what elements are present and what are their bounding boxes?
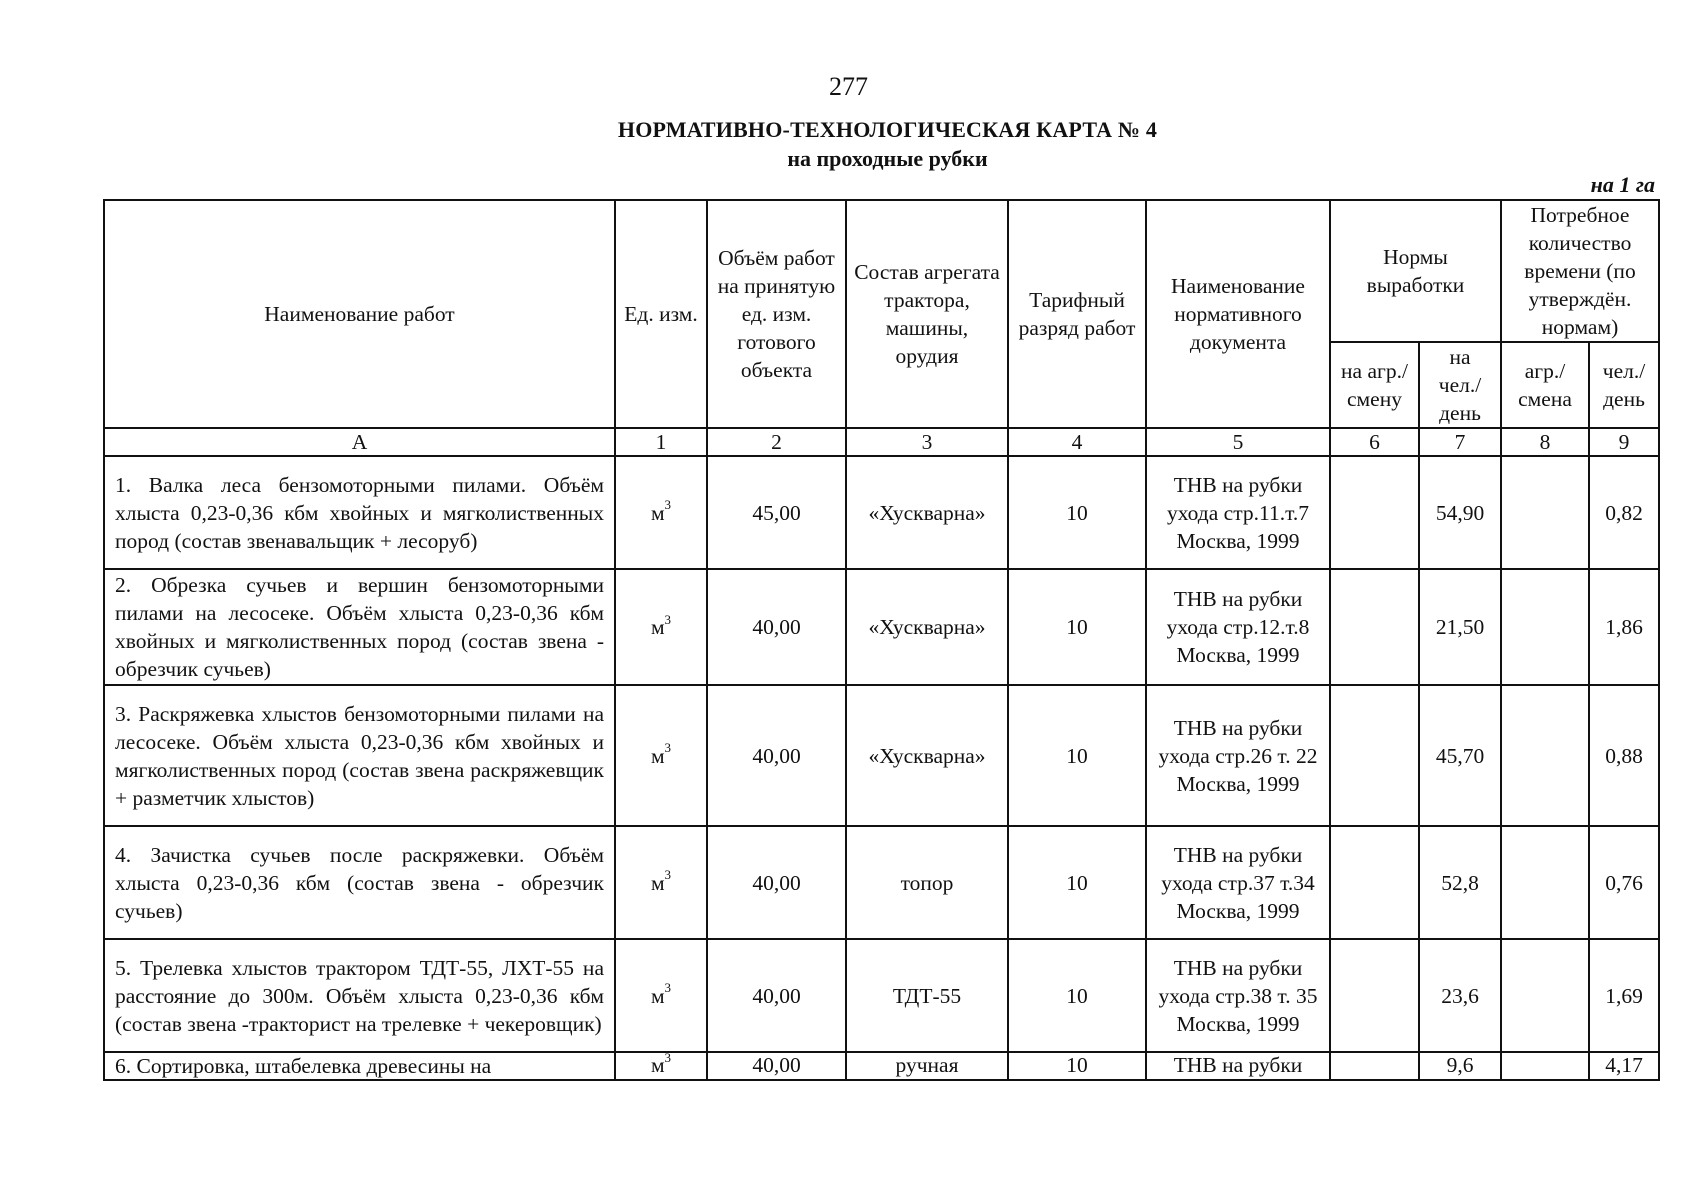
volume-cell: 40,00 [707,939,846,1052]
header-norms-person: на чел./ день [1419,342,1501,428]
column-index: 1 [615,428,707,456]
document-subtitle: на проходные рубки [787,146,988,171]
unit-cell [615,939,707,1052]
norm-agg-cell [1330,685,1419,826]
unit-exponent: 3 [664,867,672,883]
unit-exponent: 3 [664,611,672,627]
time-agg-cell [1501,939,1589,1052]
unit-base: м [650,1053,665,1077]
time-agg-cell [1501,685,1589,826]
unit-base: м [650,743,665,768]
column-index: 7 [1419,428,1501,456]
grade-cell: 10 [1008,1052,1146,1080]
norm-agg-cell [1330,826,1419,939]
unit-exponent: 3 [664,497,672,513]
header-volume: Объём работ на принятую ед. изм. готового объекта [707,200,846,428]
column-index: 8 [1501,428,1589,456]
grade-cell: 10 [1008,939,1146,1052]
norm-agg-cell [1330,1052,1419,1080]
header-time-agg: агр./ смена [1501,342,1589,428]
time-agg-cell [1501,1052,1589,1080]
page-number: 277 [829,72,868,101]
composition-cell: топор [846,826,1008,939]
document-cell: ТНВ на рубки ухода стр.11.т.7 Москва, 1999 [1146,456,1330,569]
composition-cell: «Хускварна» [846,569,1008,685]
work-name-cell: 5. Трелевка хлыстов трактором ТДТ-55, ЛХТ-55 на расстояние до 300м. Объём хлыста 0,23-0,36 кбм (состав звена -тракторист на трелевке + чекеровщик) [104,939,615,1052]
document-title: НОРМАТИВНО-ТЕХНОЛОГИЧЕСКАЯ КАРТА № 4 [617,117,1158,142]
column-index: 5 [1146,428,1330,456]
time-agg-cell [1501,569,1589,685]
time-person-cell: 0,82 [1589,456,1659,569]
grade-cell: 10 [1008,569,1146,685]
document-cell: ТНВ на рубки [1146,1052,1330,1080]
unit-base: м [650,870,665,895]
unit-base: м [650,615,665,639]
work-name-cell: 6. Сортировка, штабелевка древесины на [104,1052,615,1080]
document-cell: ТНВ на рубки ухода стр.26 т. 22 Москва, 1999 [1146,685,1330,826]
norm-agg-cell [1330,569,1419,685]
unit-cell [615,1052,707,1080]
unit-base: м [650,500,665,525]
composition-cell: «Хускварна» [846,456,1008,569]
unit-cell [615,826,707,939]
header-unit: Ед. изм. [615,200,707,428]
norms-table [103,199,1660,1081]
volume-cell: 40,00 [707,826,846,939]
grade-cell: 10 [1008,685,1146,826]
volume-cell: 45,00 [707,456,846,569]
grade-cell: 10 [1008,826,1146,939]
volume-cell: 40,00 [707,685,846,826]
composition-cell: ручная [846,1052,1008,1080]
column-index: 6 [1330,428,1419,456]
norm-person-cell: 52,8 [1419,826,1501,939]
unit-exponent: 3 [664,740,672,756]
document-cell: ТНВ на рубки ухода стр.38 т. 35 Москва, 1999 [1146,939,1330,1052]
volume-cell: 40,00 [707,569,846,685]
document-cell: ТНВ на рубки ухода стр.37 т.34 Москва, 1999 [1146,826,1330,939]
table-row [104,939,1659,1052]
time-person-cell: 0,76 [1589,826,1659,939]
header-time-person: чел./ день [1589,342,1659,428]
composition-cell: ТДТ-55 [846,939,1008,1052]
time-person-cell: 1,69 [1589,939,1659,1052]
header-norms: Нормы выработки [1330,200,1501,342]
column-index-row [104,428,1659,456]
table-row [104,685,1659,826]
grade-cell: 10 [1008,456,1146,569]
unit-cell [615,456,707,569]
header-time: Потребное количество времени (по утверждён. нормам) [1501,200,1659,342]
unit-exponent: 3 [664,1052,672,1065]
norm-agg-cell [1330,939,1419,1052]
work-name-cell: 4. Зачистка сучьев после раскряжевки. Объём хлыста 0,23-0,36 кбм (состав звена - обрезчик сучьев) [104,826,615,939]
header-composition: Состав агрегата трактора, машины, орудия [846,200,1008,428]
unit-cell [615,569,707,685]
norm-agg-cell [1330,456,1419,569]
work-name-cell: 3. Раскряжевка хлыстов бензомоторными пилами на лесосеке. Объём хлыста 0,23-0,36 кбм хвойных и мягколиственных пород (состав звена раскряжевщик + разметчик хлыстов) [104,685,615,826]
column-index: 9 [1589,428,1659,456]
header-work-name: Наименование работ [104,200,615,428]
norm-person-cell: 23,6 [1419,939,1501,1052]
norm-person-cell: 54,90 [1419,456,1501,569]
table-row [104,826,1659,939]
time-person-cell: 0,88 [1589,685,1659,826]
column-index: 4 [1008,428,1146,456]
time-agg-cell [1501,456,1589,569]
work-name-cell: 2. Обрезка сучьев и вершин бензомоторными пилами на лесосеке. Объём хлыста 0,23-0,36 кбм хвойных и мягколиственных пород (состав звена - обрезчик сучьев) [104,569,615,685]
header-norms-agg: на агр./ смену [1330,342,1419,428]
norm-person-cell: 21,50 [1419,569,1501,685]
time-person-cell: 4,17 [1589,1052,1659,1080]
unit-note: на 1 га [1590,172,1655,197]
column-index: А [104,428,615,456]
time-agg-cell [1501,826,1589,939]
composition-cell: «Хускварна» [846,685,1008,826]
column-index: 3 [846,428,1008,456]
column-index: 2 [707,428,846,456]
header-grade: Тарифный разряд работ [1008,200,1146,428]
norm-person-cell: 9,6 [1419,1052,1501,1080]
table-row [104,1052,1659,1080]
time-person-cell: 1,86 [1589,569,1659,685]
work-name-cell: 1. Валка леса бензомоторными пилами. Объём хлыста 0,23-0,36 кбм хвойных и мягколиственных пород (состав звенавальщик + лесоруб) [104,456,615,569]
table-row [104,456,1659,569]
table-row [104,569,1659,685]
unit-base: м [650,983,665,1008]
unit-cell [615,685,707,826]
document-cell: ТНВ на рубки ухода стр.12.т.8 Москва, 1999 [1146,569,1330,685]
unit-exponent: 3 [664,980,672,996]
header-document: Наименование нормативного документа [1146,200,1330,428]
norm-person-cell: 45,70 [1419,685,1501,826]
volume-cell: 40,00 [707,1052,846,1080]
